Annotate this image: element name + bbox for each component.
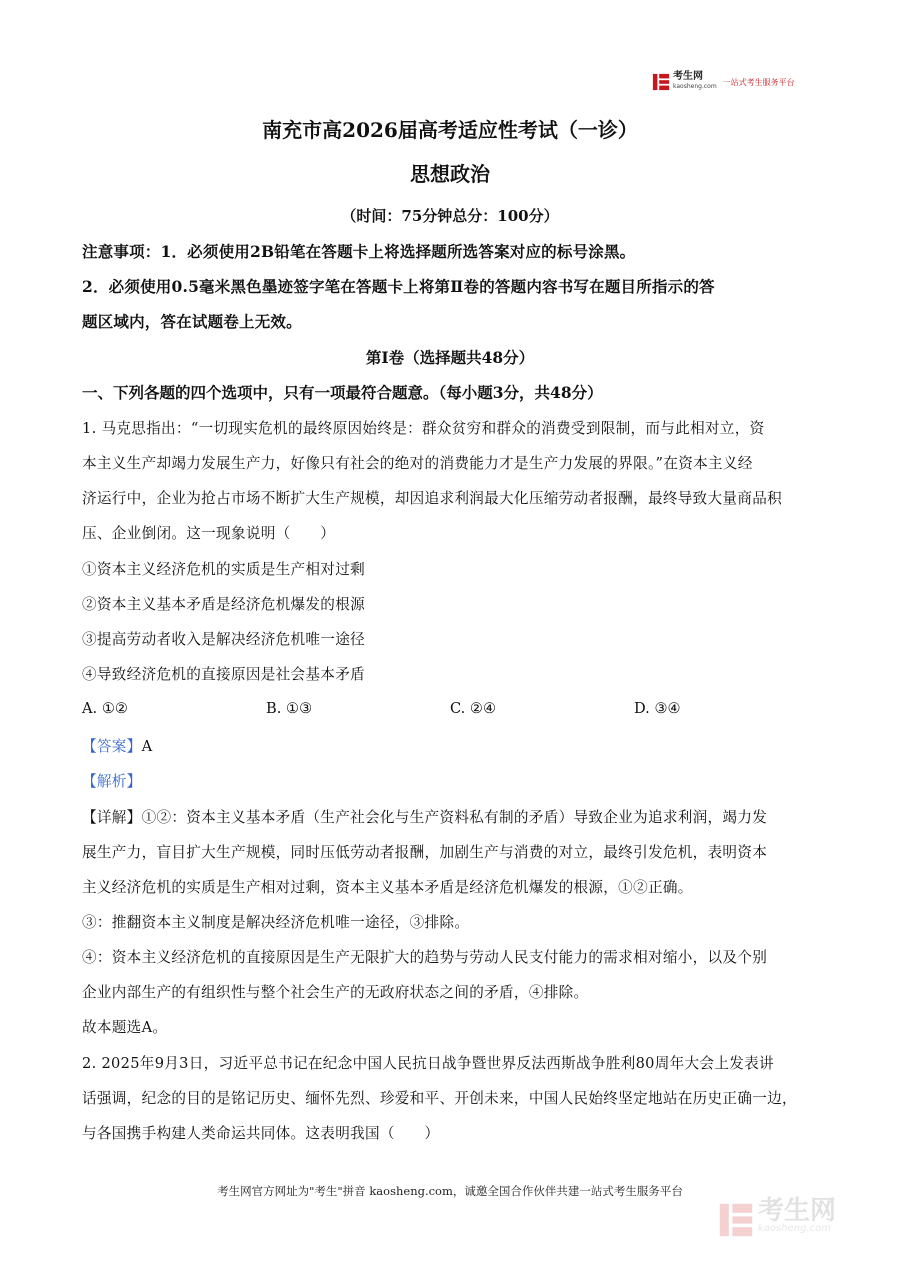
notice-line-3: 题区域内，答在试题卷上无效。 (82, 312, 302, 331)
q2-stem-line: 2. 2025年9月3日，习近平总书记在纪念中国人民抗日战争暨世界反法西斯战争胜利80周年大会上发表讲 (82, 1055, 774, 1072)
q1-detail-line: ④：资本主义经济危机的直接原因是生产无限扩大的趋势与劳动人民支付能力的需求相对缩小，以及个别 (82, 949, 768, 966)
q2-stem-line: 话强调，纪念的目的是铭记历史、缅怀先烈、珍爱和平、开创未来，中国人民始终坚定地站在历史正确一边， (82, 1090, 797, 1107)
answer-value: A (141, 738, 153, 755)
q1-detail-line: 故本题选A。 (82, 1019, 168, 1036)
q1-stem-line: 济运行中，企业为抢占市场不断扩大生产规模，却因追求利润最大化压缩劳动者报酬，最终导致大量商品积 (82, 490, 783, 507)
watermark-en: kaosheng.com (758, 1223, 831, 1234)
watermark-cn: 考生网 (758, 1196, 837, 1226)
page-footer: 考生网官方网址为"考生"拼音 kaosheng.com，诚邀全国合作伙伴共建一站式考生服务平台 (217, 1184, 683, 1198)
logo-slogan: 一站式考生服务平台 (722, 77, 795, 87)
q1-answer (82, 735, 152, 756)
header-logo[interactable] (652, 72, 795, 92)
analysis-label: 【解析】 (82, 773, 142, 790)
q1-detail-line: 【详解】①②：资本主义基本矛盾（生产社会化与生产资料私有制的矛盾）导致企业为追求利润，竭力发 (82, 809, 768, 826)
logo-cn-text: 考生网 (673, 71, 703, 82)
notice-line-2: 2．必须使用0.5毫米黑色墨迹签字笔在答题卡上将第Ⅱ卷的答题内容书写在题目所指示的答 (82, 277, 715, 296)
q2-stem-line: 与各国携手构建人类命运共同体。这表明我国（ ） (82, 1125, 440, 1142)
watermark-wordmark (758, 1196, 837, 1238)
kaosheng-watermark-icon (718, 1202, 754, 1238)
q1-choice-c[interactable]: C. ②④ (450, 700, 497, 717)
q1-detail-line: ③：推翻资本主义制度是解决经济危机唯一途径，③排除。 (82, 914, 470, 931)
watermark-logo (718, 1196, 837, 1238)
q1-statement-2: ②资本主义基本矛盾是经济危机爆发的根源 (82, 596, 365, 613)
q1-detail-line: 展生产力，盲目扩大生产规模，同时压低劳动者报酬，加剧生产与消费的对立，最终引发危机，表明资本 (82, 844, 768, 861)
q1-stem-line: 压、企业倒闭。这一现象说明（ ） (82, 525, 336, 542)
exam-title: 南充市高2026届高考适应性考试（一诊） (262, 118, 638, 142)
section-title: 一、下列各题的四个选项中，只有一项最符合题意。（每小题3分，共48分） (82, 383, 603, 402)
q1-statement-1: ①资本主义经济危机的实质是生产相对过剩 (82, 561, 365, 578)
q1-stem-line: 1. 马克思指出：“一切现实危机的最终原因始终是：群众贫穷和群众的消费受到限制，而与此相对立，资 (82, 420, 765, 437)
notice-line-1: 注意事项：1．必须使用2B铅笔在答题卡上将选择题所选答案对应的标号涂黑。 (82, 242, 636, 261)
q1-detail-line: 主义经济危机的实质是生产相对过剩，资本主义基本矛盾是经济危机爆发的根源，①②正确。 (82, 879, 693, 896)
answer-label: 【答案】 (82, 738, 142, 755)
logo-wordmark (673, 72, 717, 92)
q1-statement-4: ④导致经济危机的直接原因是社会基本矛盾 (82, 666, 365, 683)
q1-detail-line: 企业内部生产的有组织性与整个社会生产的无政府状态之间的矛盾，④排除。 (82, 984, 589, 1001)
q1-stem-line: 本主义生产却竭力发展生产力，好像只有社会的绝对的消费能力才是生产力发展的界限。”在资本主义经 (82, 455, 753, 472)
part1-title: 第I卷（选择题共48分） (365, 348, 535, 367)
logo-en-text: kaosheng.com (673, 83, 717, 90)
kaosheng-logo-icon (652, 73, 670, 91)
exam-time-info: （时间：75分钟总分：100分） (341, 207, 559, 225)
q1-choice-d[interactable]: D. ③④ (634, 700, 681, 717)
exam-subject: 思想政治 (410, 162, 490, 186)
q1-statement-3: ③提高劳动者收入是解决经济危机唯一途径 (82, 631, 365, 648)
q1-choice-b[interactable]: B. ①③ (266, 700, 313, 717)
q1-choice-a[interactable]: A. ①② (82, 700, 128, 717)
